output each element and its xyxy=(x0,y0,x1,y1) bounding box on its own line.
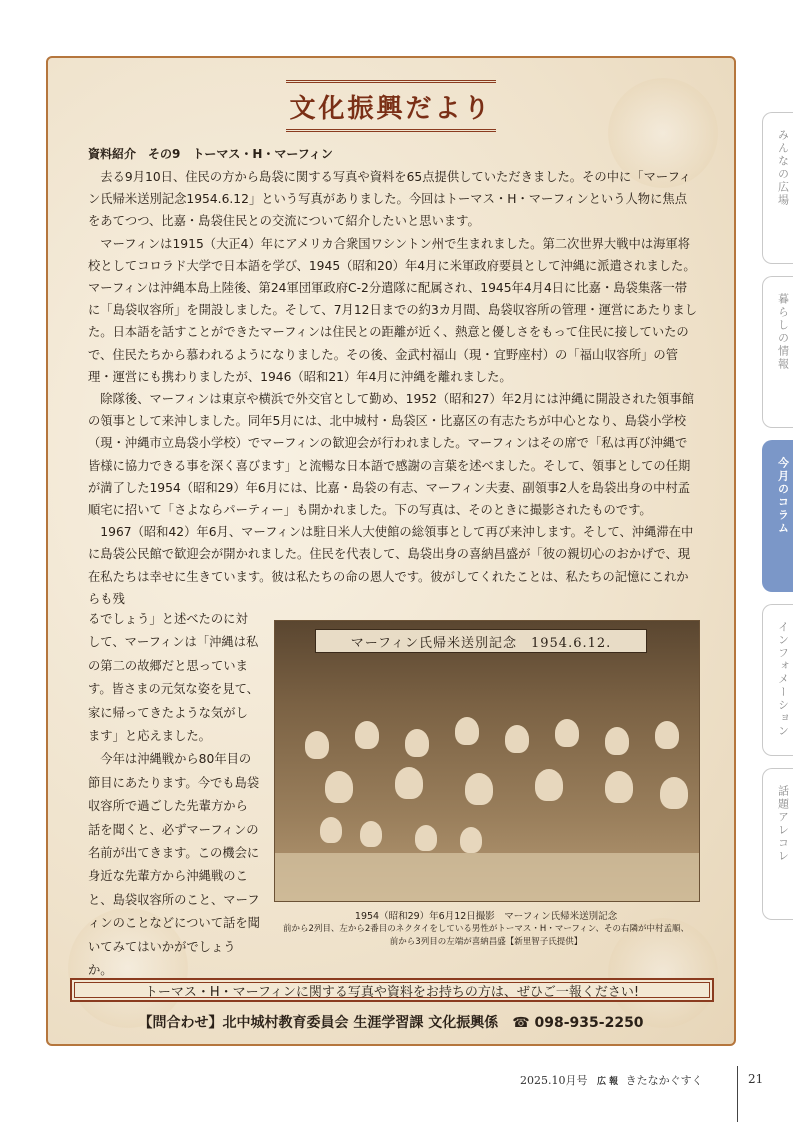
person-figure xyxy=(395,767,423,799)
person-figure xyxy=(505,725,529,753)
person-figure xyxy=(460,827,482,853)
tab-label: 暮らしの情報 xyxy=(776,293,790,371)
person-figure xyxy=(655,721,679,749)
person-figure xyxy=(535,769,563,801)
person-figure xyxy=(455,717,479,745)
person-figure xyxy=(355,721,379,749)
group-photo xyxy=(274,620,700,902)
tab-label: 話題アレコレ xyxy=(776,785,790,863)
person-figure xyxy=(325,771,353,803)
photo-banner: マーフィン氏帰米送別記念 1954.6.12. xyxy=(315,629,647,653)
paragraph: 今年は沖縄戦から80年目の節目にあたります。今でも島袋収容所で過ごした先輩方から話を聞くと、必ずマーフィンの名前が出てきます。この機会に身近な先輩方から沖縄戦のこと、島袋収容所のこと、マーフィンのことなどについて話を聞いてみてはいかがでしょうか。 xyxy=(88,752,260,978)
page-title: 文化振興だより xyxy=(289,93,493,124)
person-figure xyxy=(320,817,342,843)
caption-line: 前から3列目の左端が喜納昌盛【新里智子氏提供】 xyxy=(389,937,583,947)
notice-box xyxy=(70,978,714,1002)
photo-caption xyxy=(274,910,698,949)
tab-information[interactable] xyxy=(762,604,793,756)
article-subhead: 資料紹介 その9 トーマス・H・マーフィン xyxy=(88,147,333,161)
paragraph: 除隊後、マーフィンは東京や横浜で外交官として勤め、1952（昭和27）年2月には沖縄に開設された領事館の領事として来沖しました。同年5月には、北中城村・島袋区・比嘉区の有志たちが中心となり、島袋小学校（現・沖縄市立島袋小学校）でマーフィンの歓迎会が行われました。マーフィンはその席で「私は再び沖縄で皆様に協力できる事を深く喜びます」と流暢な日本語で感謝の言葉を述べました。そして、領事としての任期が満了した1954（昭和29）年6月には、比嘉・島袋の有志、マーフィン夫妻、副領事2人を島袋出身の中村孟順宅に招いて「さよならパーティー」も開かれました。下の写真は、そのときに撮影されたものです。 xyxy=(88,392,695,518)
tab-label: 今月のコラム xyxy=(776,457,790,535)
person-figure xyxy=(465,773,493,805)
person-figure xyxy=(555,719,579,747)
paragraph: るでしょう」と述べたのに対して、マーフィンは「沖縄は私の第二の故郷だと思っています。皆さまの元気な姿を見て、家に帰ってきたような気がします」と応えました。 xyxy=(88,612,259,744)
person-figure xyxy=(605,771,633,803)
person-figure xyxy=(660,777,688,809)
person-figure xyxy=(405,729,429,757)
article-body xyxy=(88,166,698,610)
table-surface xyxy=(275,853,699,901)
paragraph: 1967（昭和42）年6月、マーフィンは駐日米人大使館の総領事として再び来沖します。そして、沖縄滞在中に島袋公民館で歓迎会が開かれました。住民を代表して、島袋出身の喜納昌盛が「彼の親切心のおかげで、現在私たちは幸せに生きています。彼は私たちの命の恩人です。彼がしてくれたことは、私たちの記憶にこれからも残 xyxy=(88,525,694,606)
person-figure xyxy=(415,825,437,851)
caption-line: 前から2列目、左から2番目のネクタイをしている男性がトーマス・H・マーフィン、その右隣が中村孟順、 xyxy=(282,924,690,934)
person-figure xyxy=(360,821,382,847)
tab-kurashi-no-joho[interactable] xyxy=(762,276,793,428)
tab-label: インフォメーション xyxy=(776,621,790,738)
tab-wadai-arekore[interactable] xyxy=(762,768,793,920)
paragraph: マーフィンは1915（大正4）年にアメリカ合衆国ワシントン州で生まれました。第二次世界大戦中は海軍将校としてコロラド大学で日本語を学び、1945（昭和20）年4月に米軍政府要員として沖縄に派遣されました。マーフィンは沖縄本島上陸後、第24軍団軍政府C-2分遣隊に配属され、1945年4月4日に比嘉・島袋集落一帯に「島袋収容所」を開設しました。そして、7月12日までの約3カ月間、島袋収容所の管理・運営にあたりました。日本語を話すことができたマーフィンは住民との距離が近く、熱意と優しさをもって住民に接していたので、住民たちから慕われるようになりました。その後、金武村福山（現・宜野座村）の「福山収容所」の管理・運営にも携わりましたが、1946（昭和21）年4月に沖縄を離れました。 xyxy=(88,236,698,384)
tab-label: みんなの広場 xyxy=(776,129,790,207)
article-panel xyxy=(46,56,736,1046)
side-column xyxy=(88,608,260,983)
paragraph: 去る9月10日、住民の方から島袋に関する写真や資料を65点提供していただきました。その中に「マーフィン氏帰米送別記念1954.6.12」という写真がありました。今回はトーマス・H・マーフィンという人物に焦点をあてつつ、比嘉・島袋住民との交流について紹介したいと思います。 xyxy=(88,170,692,229)
page-number: 21 xyxy=(748,1072,764,1086)
caption-line: 1954（昭和29）年6月12日撮影 マーフィン氏帰米送別記念 xyxy=(354,911,618,922)
notice-text: トーマス・H・マーフィンに関する写真や資料をお持ちの方は、ぜひご一報ください! xyxy=(144,984,640,1000)
issue-date: 2025.10月号 xyxy=(520,1074,588,1087)
koho-label: 広 報 xyxy=(597,1077,619,1087)
footer-divider xyxy=(737,1066,738,1122)
person-figure xyxy=(605,727,629,755)
tab-kongetsu-no-column[interactable] xyxy=(762,440,793,592)
title-frame xyxy=(286,80,496,132)
publication-name: きたなかぐすく xyxy=(625,1074,703,1087)
contact-info: 【問合わせ】北中城村教育委員会 生涯学習課 文化振興係 ☎ 098-935-2250 xyxy=(138,1015,644,1031)
person-figure xyxy=(305,731,329,759)
footer xyxy=(520,1072,703,1088)
tab-minna-no-hiroba[interactable] xyxy=(762,112,793,264)
